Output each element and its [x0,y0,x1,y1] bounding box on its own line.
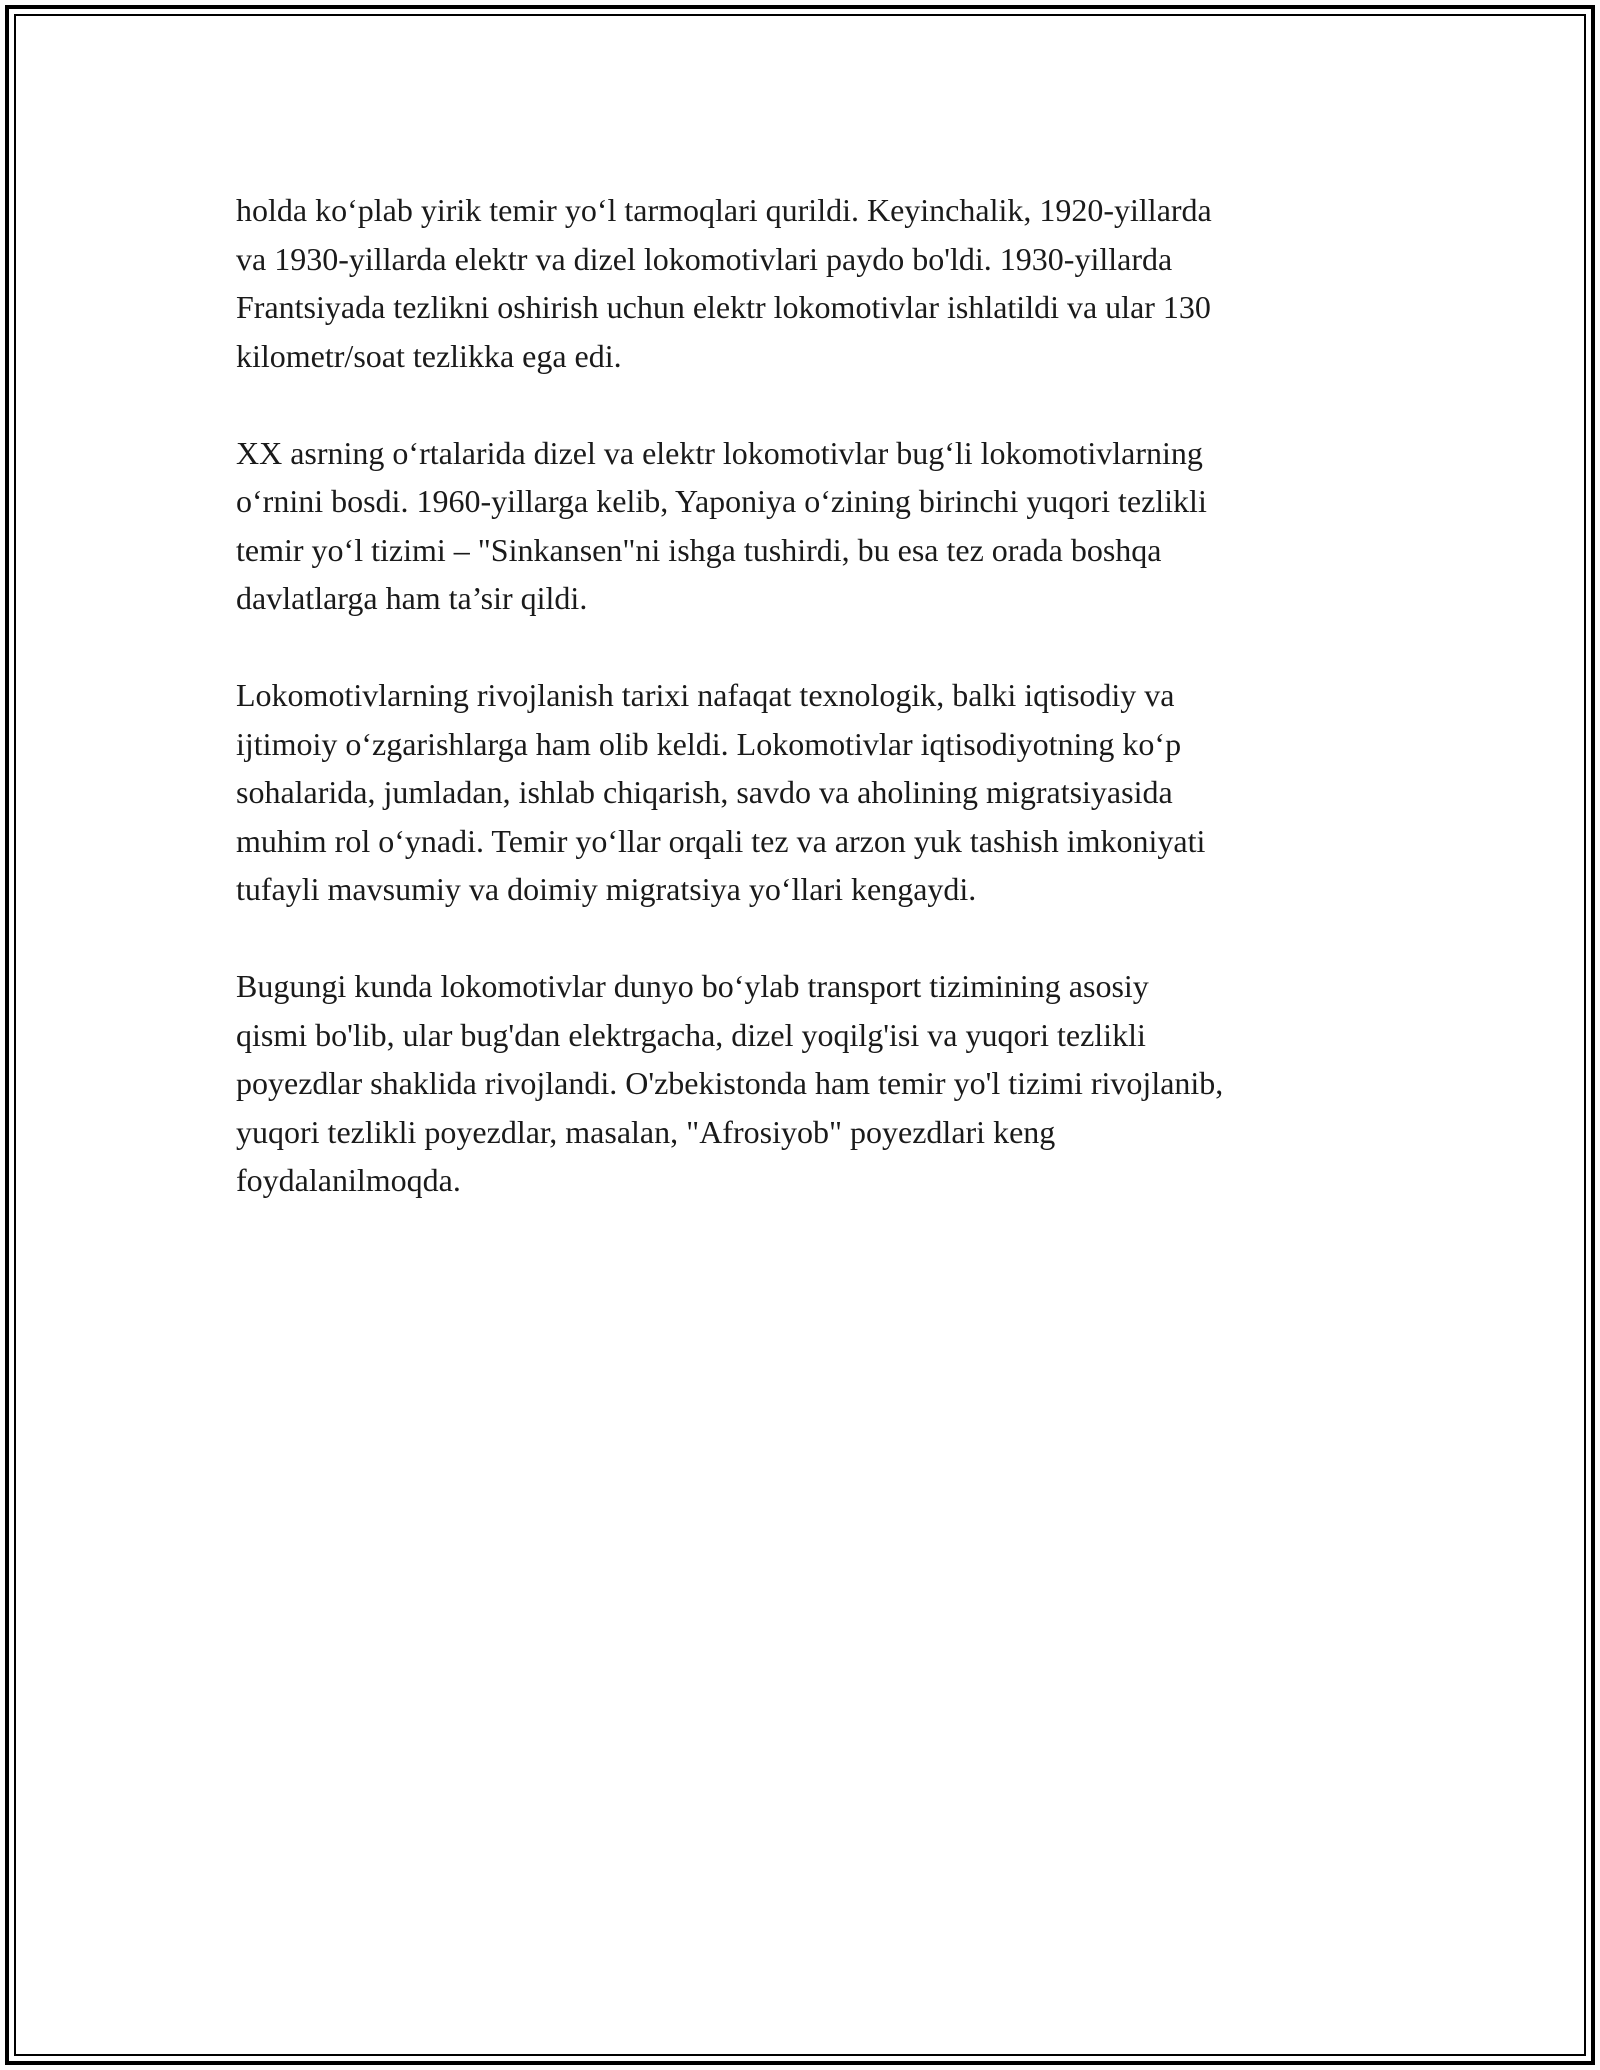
paragraph-4: Bugungi kunda lokomotivlar dunyo bo‘ylab transport tizimining asosiy qismi bo'lib, ular bug'dan elektrgacha, dizel yoqilg'isi va yuqori tezlikli poyezdlar shaklida rivojlandi. O'zbekistonda ham temir yo'l tizimi rivojlanib, yuqori tezlikli poyezdlar, masalan, "Afrosiyob" poyezdlari keng foydalanilmoqda. [236,968,1224,1198]
paragraph-1: holda ko‘plab yirik temir yo‘l tarmoqlari qurildi. Keyinchalik, 1920-yillarda va 1930-yillarda elektr va dizel lokomotivlari paydo bo'ldi. 1930-yillarda Frantsiyada tezlikni oshirish uchun elektr lokomotivlar ishlatildi va ular 130 kilometr/soat tezlikka ega edi. [236,192,1212,374]
paragraph-3: Lokomotivlarning rivojlanish tarixi nafaqat texnologik, balki iqtisodiy va ijtimoiy o‘zgarishlarga ham olib keldi. Lokomotivlar iqtisodiyotning ko‘p sohalarida, jumladan, ishlab chiqarish, savdo va aholining migratsiyasida muhim rol o‘ynadi. Temir yo‘llar orqali tez va arzon yuk tashish imkoniyati tufayli mavsumiy va doimiy migratsiya yo‘llari kengaydi. [236,677,1206,907]
paragraph-2: XX asrning o‘rtalarida dizel va elektr lokomotivlar bug‘li lokomotivlarning o‘rnini bosdi. 1960-yillarga kelib, Yaponiya o‘zining birinchi yuqori tezlikli temir yo‘l tizimi – "Sinkansen"ni ishga tushirdi, bu esa tez orada boshqa davlatlarga ham ta’sir qildi. [236,434,1207,616]
document-body [236,186,1376,1253]
